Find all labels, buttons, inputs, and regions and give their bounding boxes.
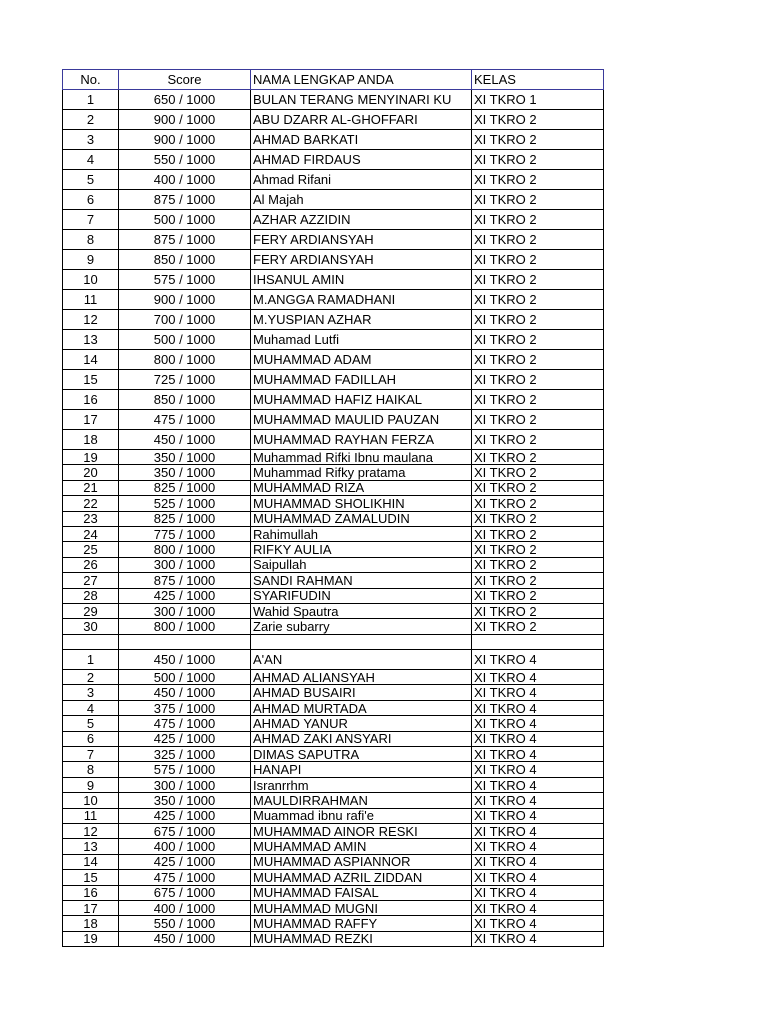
cell-name: MUHAMMAD MUGNI [251,900,472,915]
cell-kelas: XI TKRO 4 [472,685,604,700]
table-row [63,731,604,746]
cell-kelas: XI TKRO 2 [472,619,604,634]
cell-no: 18 [63,916,119,931]
score-table-body [63,70,604,947]
cell-no: 29 [63,603,119,618]
cell-score: 450 / 1000 [119,931,251,946]
cell-kelas: XI TKRO 4 [472,747,604,762]
cell-no: 18 [63,430,119,450]
cell-kelas: XI TKRO 2 [472,480,604,495]
cell-kelas: XI TKRO 4 [472,762,604,777]
cell-kelas: XI TKRO 4 [472,870,604,885]
cell-score: 300 / 1000 [119,777,251,792]
cell-score: 800 / 1000 [119,619,251,634]
cell-kelas: XI TKRO 4 [472,670,604,685]
table-row [63,480,604,495]
cell-no: 6 [63,190,119,210]
cell-name: IHSANUL AMIN [251,270,472,290]
table-row [63,557,604,572]
cell-score: 675 / 1000 [119,885,251,900]
cell-score: 450 / 1000 [119,430,251,450]
cell-no: 13 [63,839,119,854]
cell-name: Wahid Spautra [251,603,472,618]
cell-score: 475 / 1000 [119,716,251,731]
blank-separator-row [63,634,604,649]
cell-no: 21 [63,480,119,495]
cell-no: 7 [63,747,119,762]
cell-no: 4 [63,150,119,170]
cell-name: Muhamad Lutfi [251,330,472,350]
cell-no: 9 [63,777,119,792]
cell-no: 17 [63,900,119,915]
cell-score: 500 / 1000 [119,210,251,230]
table-row [63,573,604,588]
table-row [63,350,604,370]
cell-kelas: XI TKRO 2 [472,450,604,465]
table-row [63,747,604,762]
cell-name: Ahmad Rifani [251,170,472,190]
cell-score: 725 / 1000 [119,370,251,390]
cell-no: 5 [63,716,119,731]
cell-kelas: XI TKRO 4 [472,900,604,915]
cell-kelas: XI TKRO 2 [472,130,604,150]
cell-score: 350 / 1000 [119,793,251,808]
table-row [63,900,604,915]
cell-score: 350 / 1000 [119,465,251,480]
cell-score: 425 / 1000 [119,808,251,823]
cell-score: 500 / 1000 [119,330,251,350]
cell-score: 875 / 1000 [119,573,251,588]
cell-kelas: XI TKRO 2 [472,557,604,572]
table-row [63,496,604,511]
header-name: NAMA LENGKAP ANDA [251,70,472,90]
cell-score: 875 / 1000 [119,190,251,210]
empty-cell [472,634,604,649]
empty-cell [251,634,472,649]
table-row [63,250,604,270]
cell-no: 14 [63,854,119,869]
cell-score: 550 / 1000 [119,150,251,170]
cell-name: MUHAMMAD HAFIZ HAIKAL [251,390,472,410]
cell-kelas: XI TKRO 4 [472,650,604,670]
cell-no: 28 [63,588,119,603]
cell-score: 700 / 1000 [119,310,251,330]
cell-no: 2 [63,670,119,685]
cell-score: 825 / 1000 [119,480,251,495]
cell-no: 23 [63,511,119,526]
cell-name: MAULDIRRAHMAN [251,793,472,808]
cell-name: AZHAR AZZIDIN [251,210,472,230]
header-no: No. [63,70,119,90]
cell-kelas: XI TKRO 2 [472,573,604,588]
table-row [63,870,604,885]
table-row [63,685,604,700]
cell-name: MUHAMMAD RAYHAN FERZA [251,430,472,450]
table-row [63,370,604,390]
cell-score: 400 / 1000 [119,900,251,915]
cell-kelas: XI TKRO 4 [472,777,604,792]
table-row [63,390,604,410]
table-row [63,511,604,526]
cell-no: 10 [63,270,119,290]
cell-name: MUHAMMAD AINOR RESKI [251,823,472,838]
cell-no: 3 [63,685,119,700]
table-row [63,700,604,715]
cell-kelas: XI TKRO 2 [472,350,604,370]
cell-score: 350 / 1000 [119,450,251,465]
cell-kelas: XI TKRO 2 [472,588,604,603]
cell-name: Al Majah [251,190,472,210]
cell-kelas: XI TKRO 2 [472,603,604,618]
cell-name: MUHAMMAD FADILLAH [251,370,472,390]
empty-cell [63,634,119,649]
table-row [63,130,604,150]
cell-name: AHMAD ZAKI ANSYARI [251,731,472,746]
cell-name: HANAPI [251,762,472,777]
table-row [63,526,604,541]
cell-kelas: XI TKRO 1 [472,90,604,110]
cell-no: 10 [63,793,119,808]
table-row [63,170,604,190]
cell-name: MUHAMMAD AZRIL ZIDDAN [251,870,472,885]
cell-name: Isranrrhm [251,777,472,792]
cell-no: 20 [63,465,119,480]
cell-kelas: XI TKRO 2 [472,526,604,541]
cell-kelas: XI TKRO 2 [472,270,604,290]
cell-score: 425 / 1000 [119,731,251,746]
cell-score: 800 / 1000 [119,542,251,557]
cell-no: 8 [63,230,119,250]
cell-kelas: XI TKRO 2 [472,496,604,511]
cell-name: MUHAMMAD ASPIANNOR [251,854,472,869]
cell-no: 12 [63,310,119,330]
cell-no: 2 [63,110,119,130]
cell-score: 400 / 1000 [119,170,251,190]
cell-score: 825 / 1000 [119,511,251,526]
cell-name: Muhammad Rifky pratama [251,465,472,480]
cell-kelas: XI TKRO 4 [472,731,604,746]
cell-score: 900 / 1000 [119,110,251,130]
cell-kelas: XI TKRO 2 [472,230,604,250]
table-row [63,270,604,290]
cell-name: AHMAD MURTADA [251,700,472,715]
table-row [63,603,604,618]
cell-no: 26 [63,557,119,572]
cell-kelas: XI TKRO 2 [472,290,604,310]
cell-score: 575 / 1000 [119,762,251,777]
cell-name: AHMAD YANUR [251,716,472,731]
cell-name: MUHAMMAD FAISAL [251,885,472,900]
cell-name: M.ANGGA RAMADHANI [251,290,472,310]
header-kelas: KELAS [472,70,604,90]
cell-score: 850 / 1000 [119,250,251,270]
cell-name: FERY ARDIANSYAH [251,230,472,250]
cell-name: MUHAMMAD RIZA [251,480,472,495]
table-row [63,410,604,430]
cell-name: Muhammad Rifki Ibnu maulana [251,450,472,465]
cell-no: 15 [63,870,119,885]
cell-name: A'AN [251,650,472,670]
cell-kelas: XI TKRO 4 [472,716,604,731]
table-row [63,310,604,330]
cell-no: 25 [63,542,119,557]
cell-no: 13 [63,330,119,350]
cell-no: 15 [63,370,119,390]
table-row [63,465,604,480]
table-row [63,808,604,823]
cell-name: FERY ARDIANSYAH [251,250,472,270]
cell-kelas: XI TKRO 2 [472,410,604,430]
cell-name: M.YUSPIAN AZHAR [251,310,472,330]
cell-score: 475 / 1000 [119,410,251,430]
cell-kelas: XI TKRO 2 [472,511,604,526]
table-row [63,839,604,854]
cell-no: 6 [63,731,119,746]
cell-score: 425 / 1000 [119,588,251,603]
cell-kelas: XI TKRO 2 [472,190,604,210]
table-row [63,430,604,450]
cell-name: ABU DZARR AL-GHOFFARI [251,110,472,130]
cell-score: 450 / 1000 [119,685,251,700]
cell-score: 375 / 1000 [119,700,251,715]
cell-no: 12 [63,823,119,838]
table-row [63,150,604,170]
table-row [63,450,604,465]
cell-kelas: XI TKRO 2 [472,542,604,557]
cell-score: 775 / 1000 [119,526,251,541]
cell-score: 425 / 1000 [119,854,251,869]
cell-score: 550 / 1000 [119,916,251,931]
cell-no: 3 [63,130,119,150]
cell-score: 900 / 1000 [119,130,251,150]
cell-kelas: XI TKRO 2 [472,250,604,270]
table-row [63,588,604,603]
cell-no: 27 [63,573,119,588]
cell-name: Zarie subarry [251,619,472,634]
empty-cell [119,634,251,649]
cell-name: Saipullah [251,557,472,572]
cell-kelas: XI TKRO 4 [472,854,604,869]
table-row [63,762,604,777]
cell-score: 400 / 1000 [119,839,251,854]
table-row [63,823,604,838]
cell-score: 575 / 1000 [119,270,251,290]
cell-no: 16 [63,885,119,900]
header-row [63,70,604,90]
cell-name: MUHAMMAD REZKI [251,931,472,946]
table-row [63,542,604,557]
cell-name: MUHAMMAD RAFFY [251,916,472,931]
cell-no: 17 [63,410,119,430]
cell-kelas: XI TKRO 4 [472,700,604,715]
cell-score: 325 / 1000 [119,747,251,762]
cell-no: 5 [63,170,119,190]
cell-score: 875 / 1000 [119,230,251,250]
cell-score: 900 / 1000 [119,290,251,310]
cell-kelas: XI TKRO 2 [472,310,604,330]
cell-kelas: XI TKRO 4 [472,839,604,854]
cell-no: 19 [63,931,119,946]
cell-no: 11 [63,290,119,310]
cell-kelas: XI TKRO 4 [472,808,604,823]
score-sheet [62,69,604,947]
table-row [63,619,604,634]
cell-score: 800 / 1000 [119,350,251,370]
cell-name: SANDI RAHMAN [251,573,472,588]
cell-score: 300 / 1000 [119,603,251,618]
cell-kelas: XI TKRO 2 [472,150,604,170]
table-row [63,230,604,250]
cell-name: Rahimullah [251,526,472,541]
cell-name: MUHAMMAD SHOLIKHIN [251,496,472,511]
table-row [63,854,604,869]
cell-name: AHMAD ALIANSYAH [251,670,472,685]
cell-no: 19 [63,450,119,465]
cell-kelas: XI TKRO 4 [472,823,604,838]
cell-kelas: XI TKRO 2 [472,210,604,230]
cell-kelas: XI TKRO 4 [472,916,604,931]
cell-name: MUHAMMAD ADAM [251,350,472,370]
score-table [62,69,604,947]
cell-score: 525 / 1000 [119,496,251,511]
table-row [63,716,604,731]
cell-kelas: XI TKRO 2 [472,110,604,130]
cell-score: 500 / 1000 [119,670,251,685]
cell-name: RIFKY AULIA [251,542,472,557]
cell-no: 7 [63,210,119,230]
cell-kelas: XI TKRO 2 [472,330,604,350]
cell-no: 14 [63,350,119,370]
cell-score: 300 / 1000 [119,557,251,572]
cell-no: 1 [63,650,119,670]
cell-no: 9 [63,250,119,270]
table-row [63,290,604,310]
cell-name: AHMAD FIRDAUS [251,150,472,170]
header-score: Score [119,70,251,90]
table-row [63,777,604,792]
cell-score: 475 / 1000 [119,870,251,885]
cell-score: 650 / 1000 [119,90,251,110]
cell-kelas: XI TKRO 2 [472,465,604,480]
table-row [63,330,604,350]
cell-no: 4 [63,700,119,715]
cell-name: Muammad ibnu rafi'e [251,808,472,823]
cell-kelas: XI TKRO 4 [472,931,604,946]
cell-kelas: XI TKRO 4 [472,885,604,900]
cell-kelas: XI TKRO 4 [472,793,604,808]
cell-name: MUHAMMAD ZAMALUDIN [251,511,472,526]
cell-no: 24 [63,526,119,541]
cell-kelas: XI TKRO 2 [472,370,604,390]
table-row [63,670,604,685]
cell-no: 11 [63,808,119,823]
cell-name: DIMAS SAPUTRA [251,747,472,762]
cell-kelas: XI TKRO 2 [472,430,604,450]
cell-kelas: XI TKRO 2 [472,390,604,410]
cell-score: 675 / 1000 [119,823,251,838]
cell-kelas: XI TKRO 2 [472,170,604,190]
cell-name: SYARIFUDIN [251,588,472,603]
table-row [63,110,604,130]
cell-no: 8 [63,762,119,777]
cell-score: 850 / 1000 [119,390,251,410]
table-row [63,210,604,230]
table-row [63,885,604,900]
table-row [63,190,604,210]
table-row [63,931,604,946]
cell-no: 22 [63,496,119,511]
cell-name: AHMAD BARKATI [251,130,472,150]
cell-score: 450 / 1000 [119,650,251,670]
table-row [63,793,604,808]
cell-name: MUHAMMAD AMIN [251,839,472,854]
cell-name: AHMAD BUSAIRI [251,685,472,700]
table-row [63,916,604,931]
cell-no: 16 [63,390,119,410]
cell-no: 1 [63,90,119,110]
cell-no: 30 [63,619,119,634]
cell-name: MUHAMMAD MAULID PAUZAN [251,410,472,430]
table-row [63,90,604,110]
table-row [63,650,604,670]
cell-name: BULAN TERANG MENYINARI KU [251,90,472,110]
